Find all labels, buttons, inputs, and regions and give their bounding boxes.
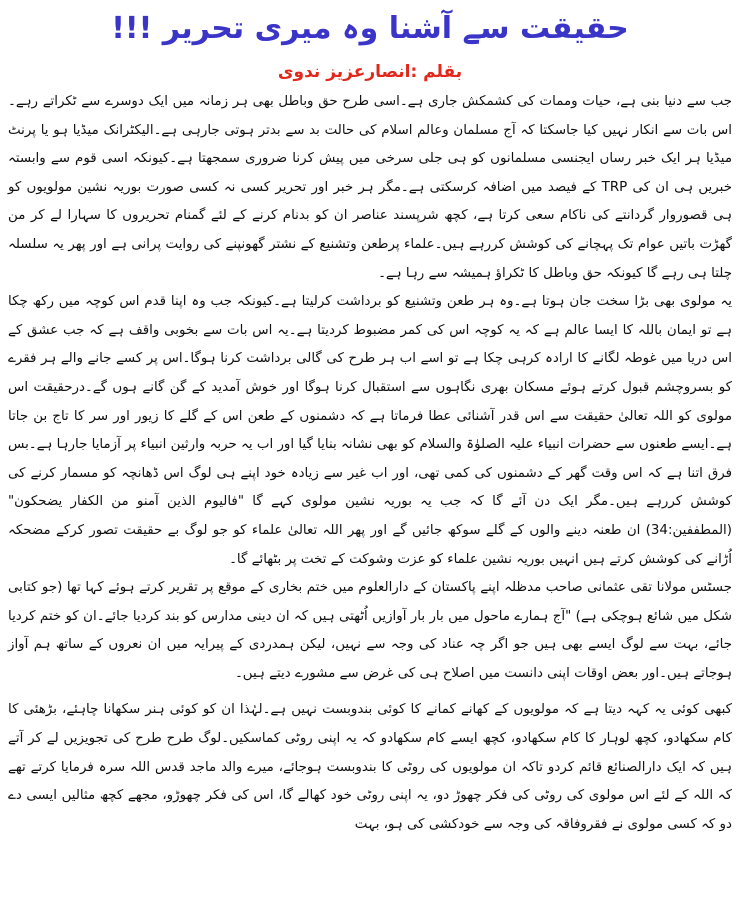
paragraph: یہ مولوی بھی بڑا سخت جان ہوتا ہے۔وہ ہر طعن وتشنیع کو برداشت کرلیتا ہے۔کیونکہ جب وہ اپنا قدم اس کوچہ میں رکھ چکا ہے تو ایمان باللہ کا ایسا عالم ہے کہ یہ کوچہ اس کی کمر مضبوط کردیتا ہے۔یہ اس بات سے بخوبی واقف ہے کہ جب عشق کے اس دریا میں غوطہ لگانے کا ارادہ کرہی چکا ہے تو اسے اب ہر طرح کی گالی برداشت کرنا ہوگا۔اس پر کسے جانے والے ہر فقرے کو بسروچشم قبول کرتے ہوئے مسکان بھری نگاہوں سے استقبال کرنا ہوگا اور خوش آمدید کے گن گانے ہوں گے۔درحقیقت اس مولوی کو اللہ تعالیٰ حقیقت سے اس قدر آشنائی عطا فرماتا ہے کہ دشمنوں کے طعن اس کے گلے کا زیور اور سر کا تاج بن جاتا ہے۔ایسے طعنوں سے حضرات انبیاء علیہ الصلوٰۃ والسلام کو بھی نشانہ بنایا گیا اور اب یہ حربہ وارثین انبیاء پر آزمایا جارہا ہے۔بس فرق اتنا ہے کہ اس وقت گھر کے دشمنوں کی کمی تھی، اور اب غیر سے زیادہ خود اپنے ہی لوگ اس ڈھانچہ کو مسمار کرنے کی کوشش کررہے ہیں۔مگر ایک دن آئے گا کہ جب یہ بوریہ نشین مولوی کہے گا "فالیوم الذین آمنو من الکفار یضحکون" (المطففین:34) ان طعنہ دینے والوں کے گلے سوکھ جائیں گے اور پھر اللہ تعالیٰ علماء کو جو لوگ بے حقیقت تصور کرکے مضحکہ اُڑانے کی کوشش کرتے ہیں انہیں بوریہ نشین علماء کو عزت وشوکت کے تخت پر بٹھائے گا۔ [8, 294, 732, 567]
paragraph: جب سے دنیا بنی ہے، حیات وممات کی کشمکش جاری ہے۔اسی طرح حق وباطل بھی ہر زمانہ میں ایک دوسرے سے ٹکراتے رہے۔اس بات سے انکار نہیں کیا جاسکتا کہ آج مسلمان وعالم اسلام کی حالت بد سے بدتر ہوتی جارہی ہے۔الیکٹرانک میڈیا ہو یا پرنٹ میڈیا ہر ایک خبر رساں ایجنسی مسلمانوں کو ہی جلی سرخی میں پیش کرنا ضروری سمجھتا ہے۔کیونکہ اسی قوم سے وابستہ خبریں ہی ان کی TRP کے فیصد میں اضافہ کرسکتی ہے۔مگر ہر خبر اور تحریر کسی نہ کسی صورت بوریہ نشین مولویوں کو ہی قصوروار گردانتے کی ناکام سعی کرتا ہے، کچھ شرپسند عناصر ان کو بدنام کرنے کے لئے گمنام تحریروں کا سہارا لے کر من گھڑت باتیں عوام تک پہچانے کی کوشش کررہے ہیں۔علماء پرطعن وتشنیع کے نشتر گھونپنے کی روایت پرانی ہے اور پھر یہ سلسلہ چلتا ہی رہے گا کیونکہ حق وباطل کا ٹکراؤ ہمیشہ سے رہا ہے۔ [8, 94, 732, 281]
author-byline: بقلم :انصارعزیز ندوی [277, 62, 463, 82]
paragraph: کبھی کوئی یہ کہہ دیتا ہے کہ مولویوں کے کھانے کمانے کا کوئی بندوبست نہیں ہے۔لہٰذا ان کو کوئی ہنر سکھانا چاہئے، بڑھئی کا کام سکھادو، کچھ لوہار کا کام سکھادو، کچھ ایسے کام سکھادو کہ یہ اپنی روٹی کماسکیں۔لوگ طرح طرح کی تجویزیں لے کر آتے ہیں کہ ایک دارالصنائع قائم کردو تاکہ ان مولویوں کی روٹی کا بندوبست ہوجائے، میرے والد ماجد قدس اللہ سرہ فرمایا کرتے تھے کہ اللہ کے لئے اس مولوی کی روٹی کی فکر چھوڑ دو، یہ اپنی روٹی خود کھالے گا، اس کی فکر چھوڑو، مجھے کچھ مثالیں ایسی دے دو کہ کسی مولوی نے فقروفاقہ کی وجہ سے خودکشی کی ہو، بہت [8, 702, 732, 832]
paragraph: جسٹس مولانا تقی عثمانی صاحب مدظلہ اپنے پاکستان کے دارالعلوم میں ختم بخاری کے موقع پر تقریر کرتے ہوئے کہا تھا (جو کتابی شکل میں شائع ہوچکی ہے) "آج ہمارے ماحول میں بار بار آوازیں اُٹھتی ہیں کہ ان دینی مدارس کو بند کردیا جائے۔ان کو ختم کردیا جائے، بہت سے لوگ ایسے بھی ہیں جو اگر چہ عناد کی وجہ سے نہیں، لیکن ہمدردی کے پیرایہ میں ان نعروں کے ساتھ ہم آواز ہوجاتے ہیں۔اور بعض اوقات اپنی دانست میں اصلاح ہی کی غرض سے مشورے دیتے ہیں۔ [8, 580, 732, 681]
article-body [8, 88, 732, 839]
article-title: حقیقت سے آشنا وہ میری تحریر !!! [111, 11, 629, 46]
